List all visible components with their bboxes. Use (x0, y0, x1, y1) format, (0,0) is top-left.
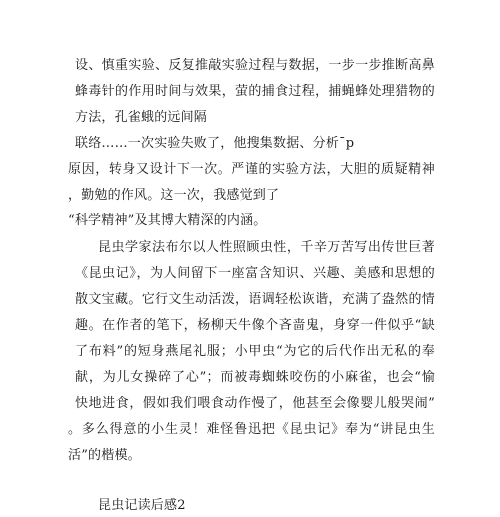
body-text-line: 设、慎重实验、反复推敲实验过程与数据，一步一步推断高鼻 (75, 58, 435, 73)
body-text-line: 散文宝藏。它行文生动活泼，语调轻松诙谐，充满了盎然的情 (75, 292, 435, 307)
body-text-line: 献，为儿女操碎了心”；而被毒蜘蛛咬伤的小麻雀，也会“愉 (75, 370, 435, 385)
body-text-line: 了布料”的短身燕尾礼服；小甲虫“为它的后代作出无私的奉 (75, 344, 435, 359)
body-text-line: 活”的楷模。 (68, 448, 141, 463)
body-text-line: 《昆虫记》，为人间留下一座富含知识、兴趣、美感和思想的 (75, 266, 435, 281)
section-heading: 昆虫记读后感2 (98, 498, 186, 513)
paragraph-first-line: 昆虫学家法布尔以人性照顾虫性，千辛万苦写出传世巨著 (98, 240, 435, 255)
body-text-line: ，勤勉的作风。这一次，我感觉到了 (68, 188, 280, 203)
body-text-line: “科学精神”及其博大精深的内涵。 (68, 213, 267, 228)
body-text-line: 联络……一次实验失败了，他搜集数据、分析¯p (75, 136, 355, 151)
body-text-line: 原因，转身又设计下一次。严谨的实验方法，大胆的质疑精神 (68, 162, 435, 177)
body-text-line: 。多么得意的小生灵！难怪鲁迅把《昆虫记》奉为“讲昆虫生 (68, 422, 435, 437)
body-text-line: 蜂毒针的作用时间与效果，萤的捕食过程，捕蝇蜂处理猎物的 (75, 84, 435, 99)
body-text-line: 趣。在作者的笔下，杨柳天牛像个吝啬鬼，身穿一件似乎“缺 (75, 318, 435, 333)
body-text-line: 快地进食，假如我们喂食动作慢了，他甚至会像婴儿般哭闹” (75, 396, 435, 411)
body-text-line: 方法，孔雀蛾的远间隔 (75, 110, 208, 125)
